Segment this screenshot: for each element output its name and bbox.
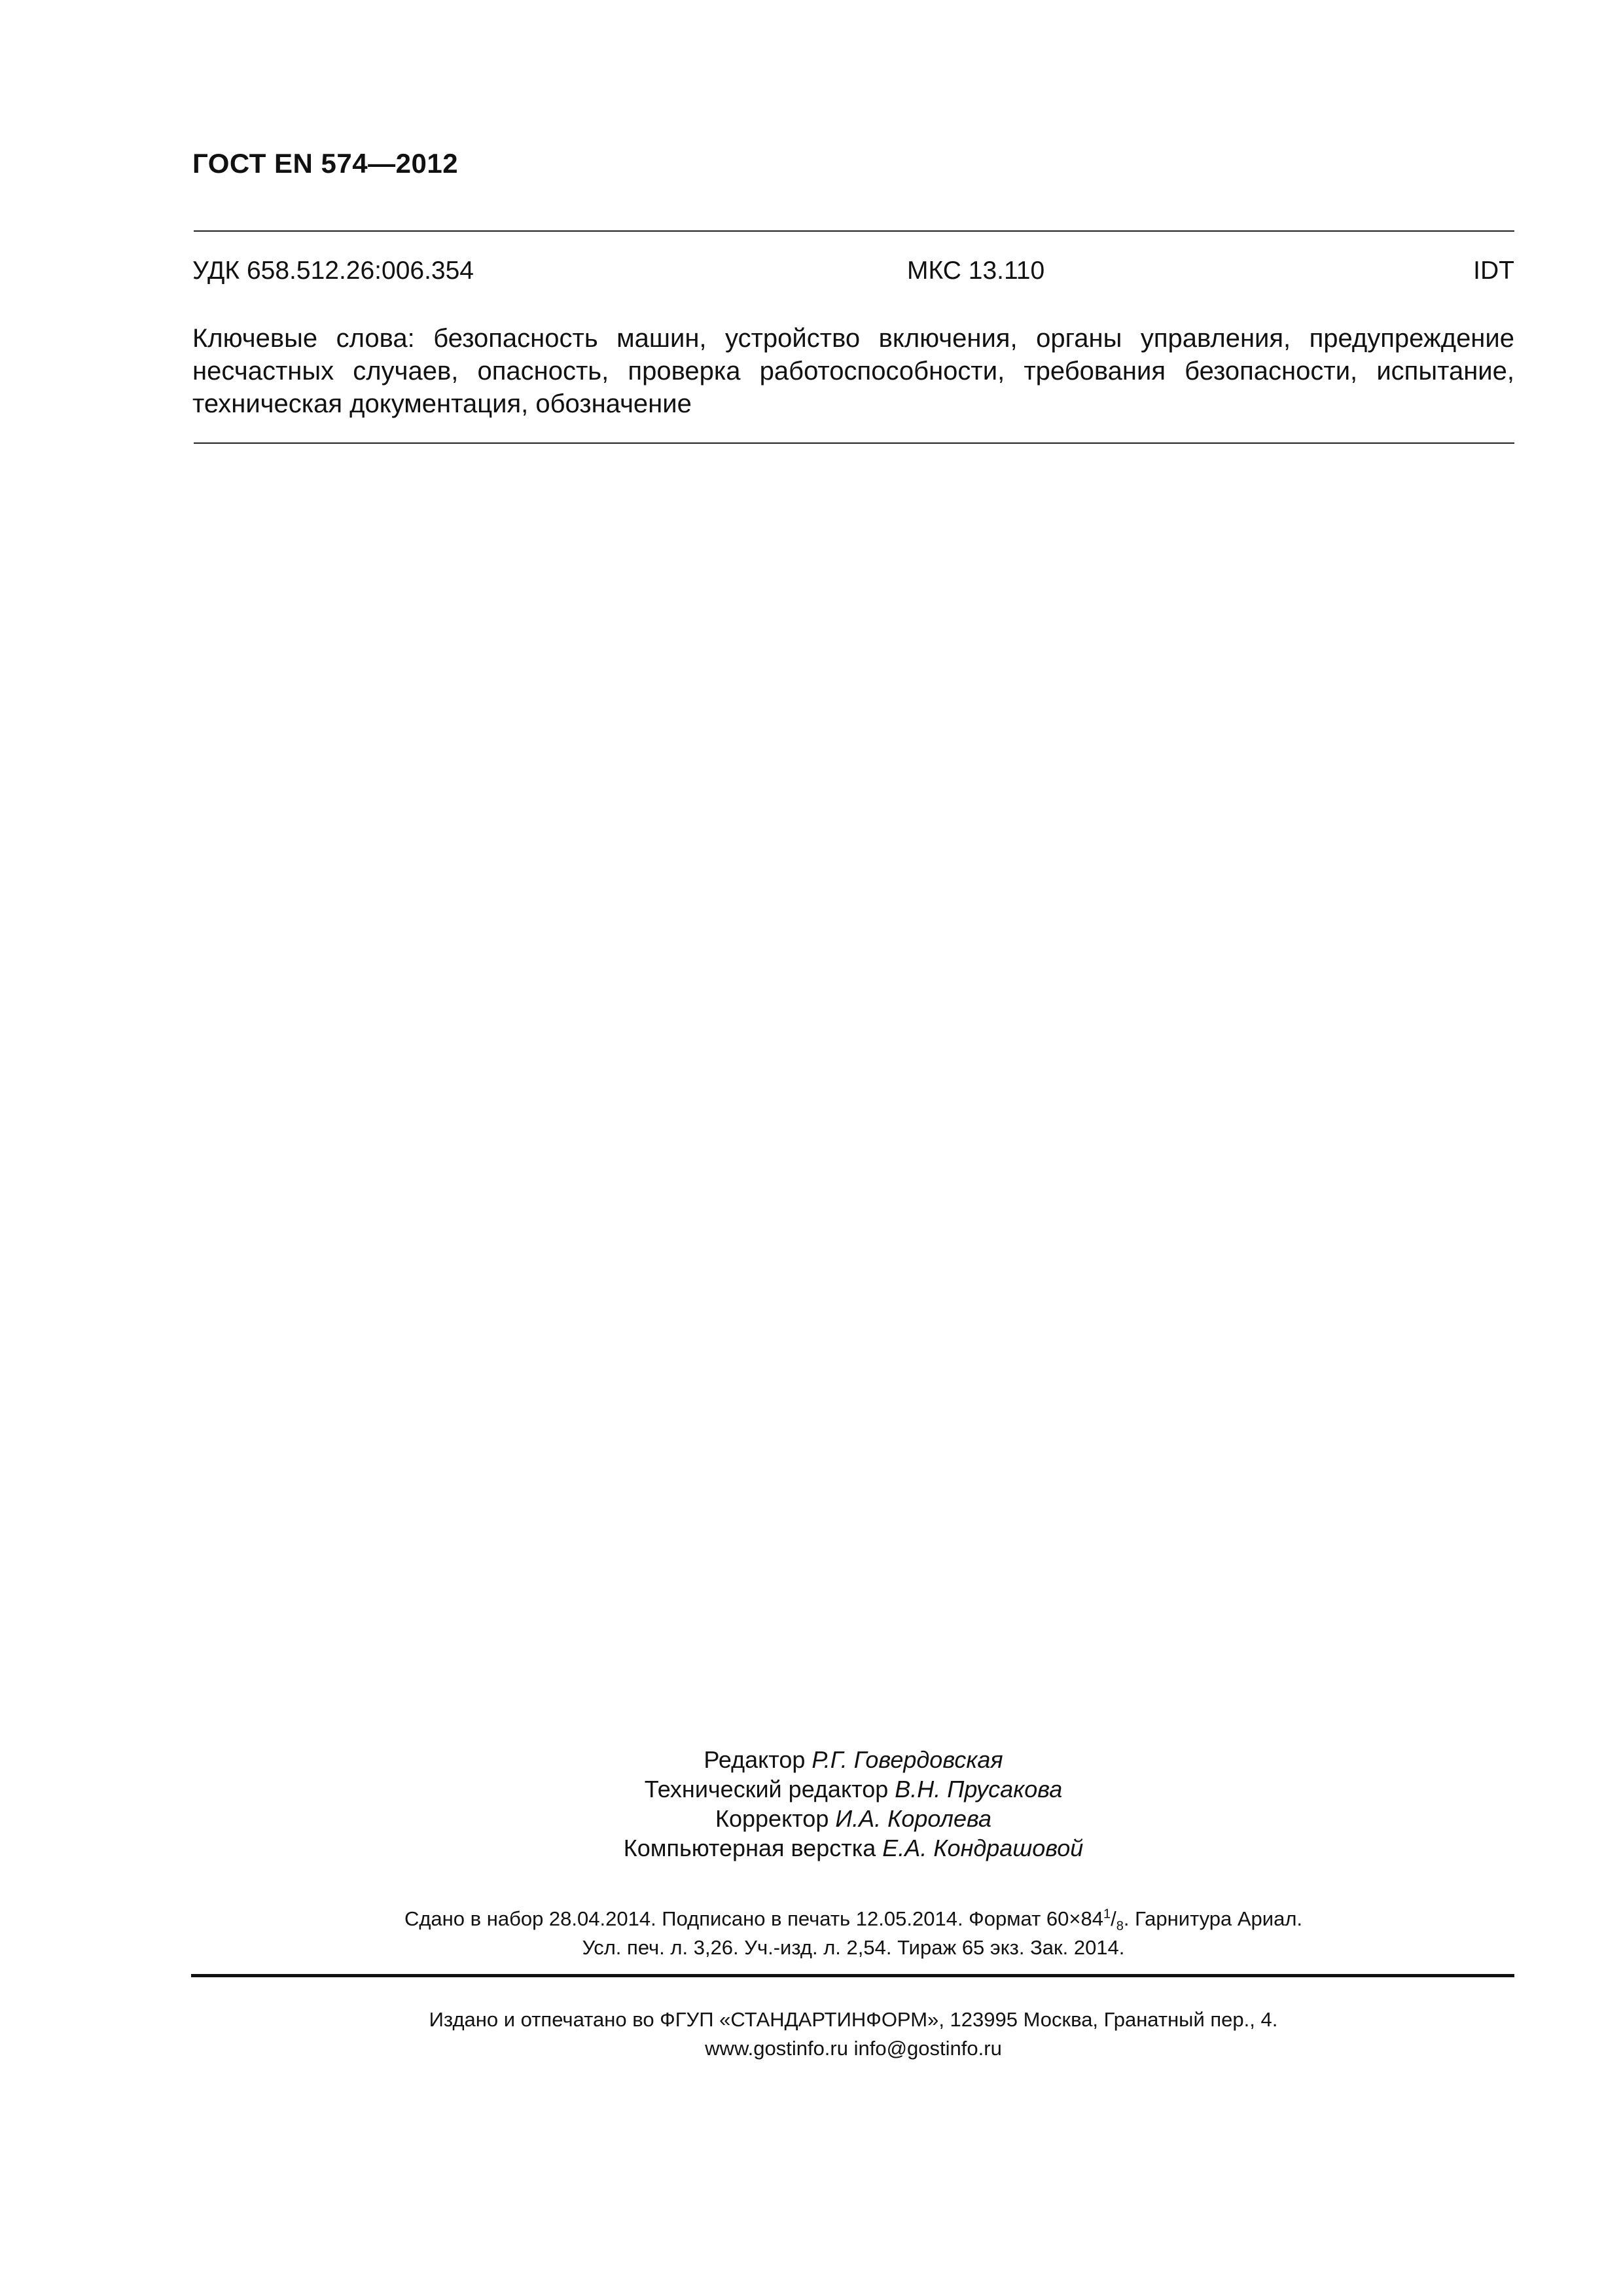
credit-tech-editor-name: В.Н. Прусакова bbox=[895, 1776, 1063, 1803]
publisher-line-1: Издано и отпечатано во ФГУП «СТАНДАРТИНФОРМ», 123995 Москва, Гранатный пер., 4. bbox=[429, 2008, 1278, 2031]
page-title: ГОСТ EN 574—2012 bbox=[192, 148, 459, 179]
credit-editor bbox=[192, 1745, 1514, 1774]
print-info-line-1 bbox=[192, 1905, 1514, 1933]
credit-corrector-name: И.А. Королева bbox=[835, 1805, 991, 1832]
credit-editor-name: Р.Г. Говердовская bbox=[812, 1746, 1003, 1773]
credits-block bbox=[192, 1745, 1514, 1863]
credit-tech-editor bbox=[192, 1774, 1514, 1804]
print-info-block bbox=[192, 1905, 1514, 1962]
credit-corrector-label: Корректор bbox=[715, 1805, 829, 1832]
format-fraction-denominator: 8 bbox=[1116, 1919, 1124, 1934]
keywords-divider bbox=[194, 442, 1514, 444]
credit-corrector bbox=[192, 1804, 1514, 1833]
credit-editor-label: Редактор bbox=[704, 1746, 806, 1773]
classification-row bbox=[192, 257, 1514, 291]
idt-marker: IDT bbox=[1473, 257, 1514, 285]
udk-code: УДК 658.512.26:006.354 bbox=[192, 257, 474, 285]
print-info-line-2: Усл. печ. л. 3,26. Уч.-изд. л. 2,54. Тираж 65 экз. Зак. 2014. bbox=[582, 1936, 1125, 1959]
publisher-block bbox=[192, 2005, 1514, 2063]
format-fraction-numerator: 1 bbox=[1103, 1907, 1111, 1922]
credit-layout-label: Компьютерная верстка bbox=[623, 1835, 876, 1861]
credit-layout-name: Е.А. Кондрашовой bbox=[882, 1835, 1084, 1861]
keywords-paragraph: Ключевые слова: безопасность машин, устройство включения, органы управления, предупреждение несчастных случаев, опасность, проверка работоспособности, требования безопасности, испытание, техническая документация, обозначение bbox=[192, 324, 1514, 418]
mks-code: МКС 13.110 bbox=[907, 257, 1045, 285]
publisher-divider bbox=[191, 1974, 1514, 1977]
publisher-line-2: www.gostinfo.ru info@gostinfo.ru bbox=[705, 2037, 1002, 2060]
format-fraction-slash: / bbox=[1111, 1907, 1116, 1930]
print-info-text-1: Сдано в набор 28.04.2014. Подписано в печать 12.05.2014. Формат 60×84 bbox=[404, 1907, 1103, 1930]
top-divider bbox=[194, 230, 1514, 232]
credit-layout bbox=[192, 1833, 1514, 1863]
credit-tech-editor-label: Технический редактор bbox=[644, 1776, 889, 1803]
print-info-text-2: . Гарнитура Ариал. bbox=[1123, 1907, 1303, 1930]
